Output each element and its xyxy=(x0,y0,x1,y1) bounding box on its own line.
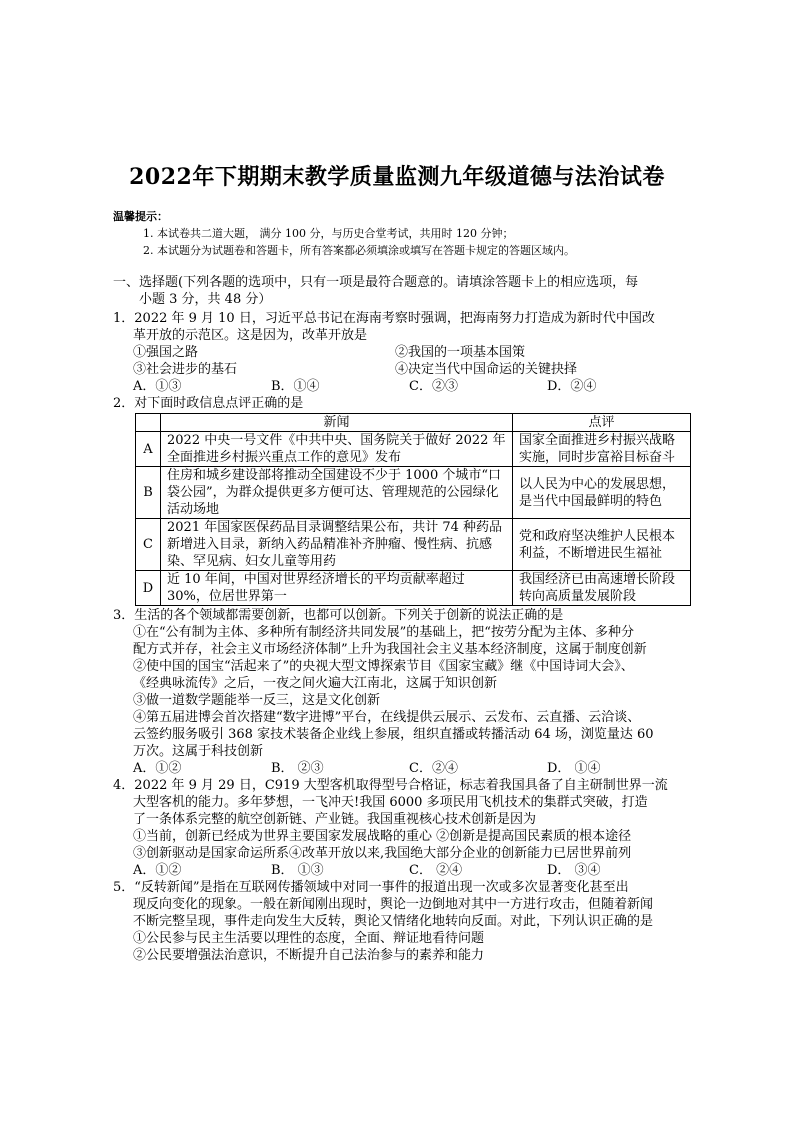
table-row xyxy=(136,519,691,571)
answer-choice: B．①④ xyxy=(271,379,320,394)
answer-choice: A．①② xyxy=(133,863,182,878)
row-label: C xyxy=(136,519,161,571)
option-row xyxy=(113,361,685,378)
answer-choice: A．①② xyxy=(133,761,182,776)
news-cell: 2021 年国家医保药品目录调整结果公布，共计 74 种药品新增进入目录，新纳入药品精准补齐肿瘤、慢性病、抗感染、罕见病、妇女儿童等用药 xyxy=(161,519,513,571)
question-stem: 了一条体系完整的航空创新链、产业链。我国重视核心技术创新是因为 xyxy=(133,812,537,827)
question-5 xyxy=(113,879,685,964)
row-label: B xyxy=(136,467,161,519)
news-table xyxy=(135,413,691,606)
section-heading xyxy=(113,274,685,308)
table-header: 新闻 xyxy=(161,414,513,432)
section-heading-line: 一、选择题(下列各题的选项中，只有一项是最符合题意的。请填涂答题卡上的相应选项，每 xyxy=(113,275,639,290)
answer-choice: C． ②④ xyxy=(409,863,463,878)
answer-choice: B． ②③ xyxy=(271,761,324,776)
row-label: A xyxy=(136,432,161,467)
answer-choices xyxy=(113,862,685,879)
question-stem: 现反向变化的现象。一般在新闻刚出现时，舆论一边倒地对其中一方进行攻击，但随着新闻 xyxy=(133,897,654,912)
question-stem: 不断完整呈现，事件走向发生大反转，舆论又情绪化地转向反面。对此，下列认识正确的是 xyxy=(133,914,654,929)
answer-choice: B． ①③ xyxy=(271,863,324,878)
question-stem: 4．2022 年 9 月 29 日，C919 大型客机取得型号合格证，标志着我国具备了自主研制世界一流 xyxy=(113,778,668,793)
option: ①强国之路 xyxy=(133,345,199,360)
exam-title: 2022年下期期末教学质量监测九年级道德与法治试卷 xyxy=(129,164,665,190)
option: 配方式并存，社会主义市场经济体制”上升为我国社会主义基本经济制度，这属于制度创新 xyxy=(133,642,647,657)
question-2 xyxy=(113,395,685,606)
option: 万次。这属于科技创新 xyxy=(133,744,264,759)
answer-choices xyxy=(113,760,685,777)
question-body xyxy=(113,274,685,964)
option: ③创新驱动是国家命运所系④改革开放以来,我国绝大部分企业的创新能力已居世界前列 xyxy=(133,846,632,861)
table-row xyxy=(136,432,691,467)
answer-choice: D． ①④ xyxy=(547,761,601,776)
comment-cell: 以人民为中心的发展思想，是当代中国最鲜明的特色 xyxy=(513,467,691,519)
option: 《经典咏流传》之后，一夜之间火遍大江南北，这属于知识创新 xyxy=(133,676,498,691)
question-stem: 大型客机的能力。多年梦想，一飞冲天!我国 6000 多项民用飞机技术的集群式突破，打造 xyxy=(133,795,648,810)
table-header-row xyxy=(136,414,691,432)
answer-choice: C．②③ xyxy=(409,379,458,394)
row-label: D xyxy=(136,571,161,606)
answer-choice: D．②④ xyxy=(547,379,597,394)
comment-cell: 国家全面推进乡村振兴战略实施，同时步富裕目标奋斗 xyxy=(513,432,691,467)
notice-item: 1. 本试卷共二道大题， 满分 100 分，与历史合堂考试，共用时 120 分钟； xyxy=(143,227,514,240)
news-cell: 住房和城乡建设部将推动全国建设不少于 1000 个城市“口袋公园”，为群众提供更多方便可达、管理规范的公园绿化活动场地 xyxy=(161,467,513,519)
option: ①公民参与民主生活要以理性的态度，全面、辩证地看待问题 xyxy=(133,931,485,946)
notice-item: 2. 本试题分为试题卷和答题卡，所有答案都必须填涂或填写在答题卡规定的答题区域内。 xyxy=(143,244,575,257)
option: ④第五届进博会首次搭建“数字进博”平台，在线提供云展示、云发布、云直播、云洽谈、 xyxy=(133,710,641,725)
table-header: 点评 xyxy=(513,414,691,432)
notice-box xyxy=(113,208,713,259)
question-stem: 5．“反转新闻”是指在互联网传播领域中对同一事件的报道出现一次或多次显著变化甚至出 xyxy=(113,880,629,895)
news-cell: 2022 中央一号文件《中共中央、国务院关于做好 2022 年全面推进乡村振兴重点工作的意见》发布 xyxy=(161,432,513,467)
question-stem: 2．对下面时政信息点评正确的是 xyxy=(113,396,304,411)
option: ③做一道数学题能举一反三，这是文化创新 xyxy=(133,693,381,708)
option: 云签约服务吸引 368 家技术装备企业线上参展，组织直播或转播活动 64 场，浏览量达 60 xyxy=(133,727,654,742)
option: ②公民要增强法治意识，不断提升自己法治参与的素养和能力 xyxy=(133,948,485,963)
option: ③社会进步的基石 xyxy=(133,362,238,377)
option: ②使中国的国宝“活起来了”的央视大型文博探索节目《国家宝藏》继《中国诗词大会》、 xyxy=(133,659,634,674)
comment-cell: 我国经济已由高速增长阶段转向高质量发展阶段 xyxy=(513,571,691,606)
answer-choice: C．②④ xyxy=(409,761,458,776)
question-stem: 3．生活的各个领域都需要创新，也都可以创新。下列关于创新的说法正确的是 xyxy=(113,608,564,623)
option: ①当前，创新已经成为世界主要国家发展战略的重心 ②创新是提高国民素质的根本途径 xyxy=(133,829,632,844)
option: ②我国的一项基本国策 xyxy=(395,345,526,360)
question-stem: 革开放的示范区。这是因为，改革开放是 xyxy=(133,328,368,343)
news-cell: 近 10 年间，中国对世界经济增长的平均贡献率超过 30%，位居世界第一 xyxy=(161,571,513,606)
table-row xyxy=(136,467,691,519)
table-header xyxy=(136,414,161,432)
answer-choice: D． ③④ xyxy=(547,863,601,878)
answer-choices xyxy=(113,378,685,395)
answer-choice: A．①③ xyxy=(133,379,182,394)
question-3 xyxy=(113,607,685,777)
notice-heading: 温馨提示： xyxy=(113,210,168,223)
question-1 xyxy=(113,310,685,395)
option-row xyxy=(113,344,685,361)
table-row xyxy=(136,571,691,606)
section-heading-line: 小题 3 分，共 48 分） xyxy=(139,292,272,307)
option: ④决定当代中国命运的关键抉择 xyxy=(395,362,578,377)
comment-cell: 党和政府坚决维护人民根本利益，不断增进民生福祉 xyxy=(513,519,691,571)
question-stem: 1．2022 年 9 月 10 日，习近平总书记在海南考察时强调，把海南努力打造成为新时代中国改 xyxy=(113,311,655,326)
option: ①在“公有制为主体、多种所有制经济共同发展”的基础上，把“按劳分配为主体、多种分 xyxy=(133,625,634,640)
question-4 xyxy=(113,777,685,879)
